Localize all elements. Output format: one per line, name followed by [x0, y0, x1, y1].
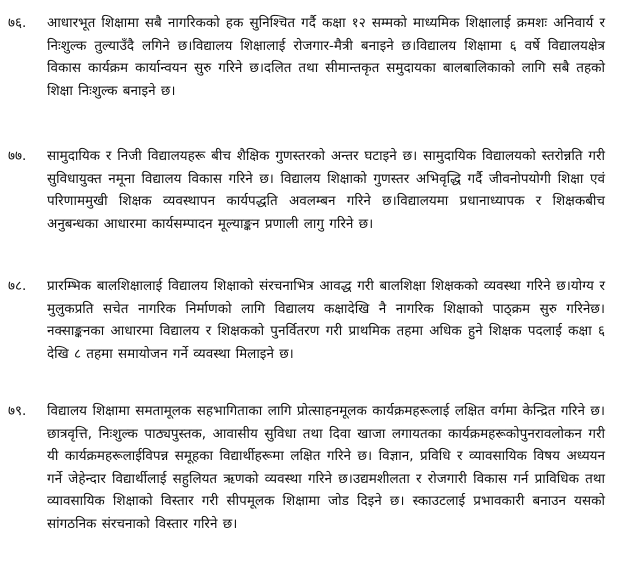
paragraph-text: सामुदायिक र निजी विद्यालयहरू बीच शैक्षिक गुणस्तरको अन्तर घटाइने छ। सामुदायिक विद्यालयको स्तरोन्नति गरी सुविधायुक्त नमूना विद्यालय विकास गरिने छ। विद्यालय शिक्षाको गुणस्तर अभिवृद्धि गर्दै जीवनोपयोगी शिक्षा एवं परिणाममुखी शिक्षक व्यवस्थापन कार्यपद्धति अवलम्बन गरिने छ।विद्यालयमा प्रधानाध्यापक र शिक्षकबीच अनुबन्धका आधारमा कार्यसम्पादन मूल्याङ्कन प्रणाली लागु गरिने छ। [47, 148, 605, 232]
paragraph-number: ७८. [8, 278, 27, 294]
paragraph-text: विद्यालय शिक्षामा समतामूलक सहभागिताका लागि प्रोत्साहनमूलक कार्यक्रमहरूलाई लक्षित वर्गमा केन्द्रित गरिने छ। छात्रवृत्ति, निःशुल्क पाठ्यपुस्तक, आवासीय सुविधा तथा दिवा खाजा लगायतका कार्यक्रमहरूकोपुनरावलोकन गरी यी कार्यक्रमहरूलाईविपन्न समूहका विद्यार्थीहरूमा लक्षित गरिने छ। विज्ञान, प्रविधि र व्यावसायिक विषय अध्ययन गर्ने जेहेन्दार विद्यार्थीलाई सहुलियत ऋणको व्यवस्था गरिने छ।उद्यमशीलता र रोजगारी विकास गर्न प्राविधिक तथा व्यावसायिक शिक्षाको विस्तार गरी सीपमूलक शिक्षामा जोड दिइने छ। स्काउटलाई प्रभावकारी बनाउन यसको सांगठनिक संरचनाको विस्तार गरिने छ। [47, 403, 605, 532]
paragraph-number: ७७. [8, 148, 27, 164]
paragraph-number: ७९. [8, 403, 27, 419]
paragraph-text: आधारभूत शिक्षामा सबै नागरिकको हक सुनिश्चित गर्दै कक्षा १२ सम्मको माध्यमिक शिक्षालाई क्रमशः अनिवार्य र निःशुल्क तुल्याउँदै लगिने छ।विद्यालय शिक्षालाई रोजगार-मैत्री बनाइने छ।विद्यालय शिक्षामा ६ वर्षे विद्यालयक्षेत्र विकास कार्यक्रम कार्यान्वयन सुरु गरिने छ।दलित तथा सीमान्तकृत समुदायका बालबालिकाको लागि सबै तहको शिक्षा निःशुल्क बनाइने छ। [47, 15, 605, 99]
paragraph-text: प्रारम्भिक बालशिक्षालाई विद्यालय शिक्षाको संरचनाभित्र आवद्ध गरी बालशिक्षा शिक्षकको व्यवस्था गरिने छ।योग्य र मुलुकप्रति सचेत नागरिक निर्माणको लागि विद्यालय कक्षादेखि नै नागरिक शिक्षाको पाठ्क्रम सुरु गरिनेछ। नक्साङ्कनका आधारमा विद्यालय र शिक्षकको पुनर्वितरण गरी प्राथमिक तहमा अधिक हुने शिक्षक पदलाई कक्षा ६ देखि ८ तहमा समायोजन गर्ने व्यवस्था मिलाइने छ। [47, 278, 605, 362]
paragraph-number: ७६. [8, 15, 27, 31]
